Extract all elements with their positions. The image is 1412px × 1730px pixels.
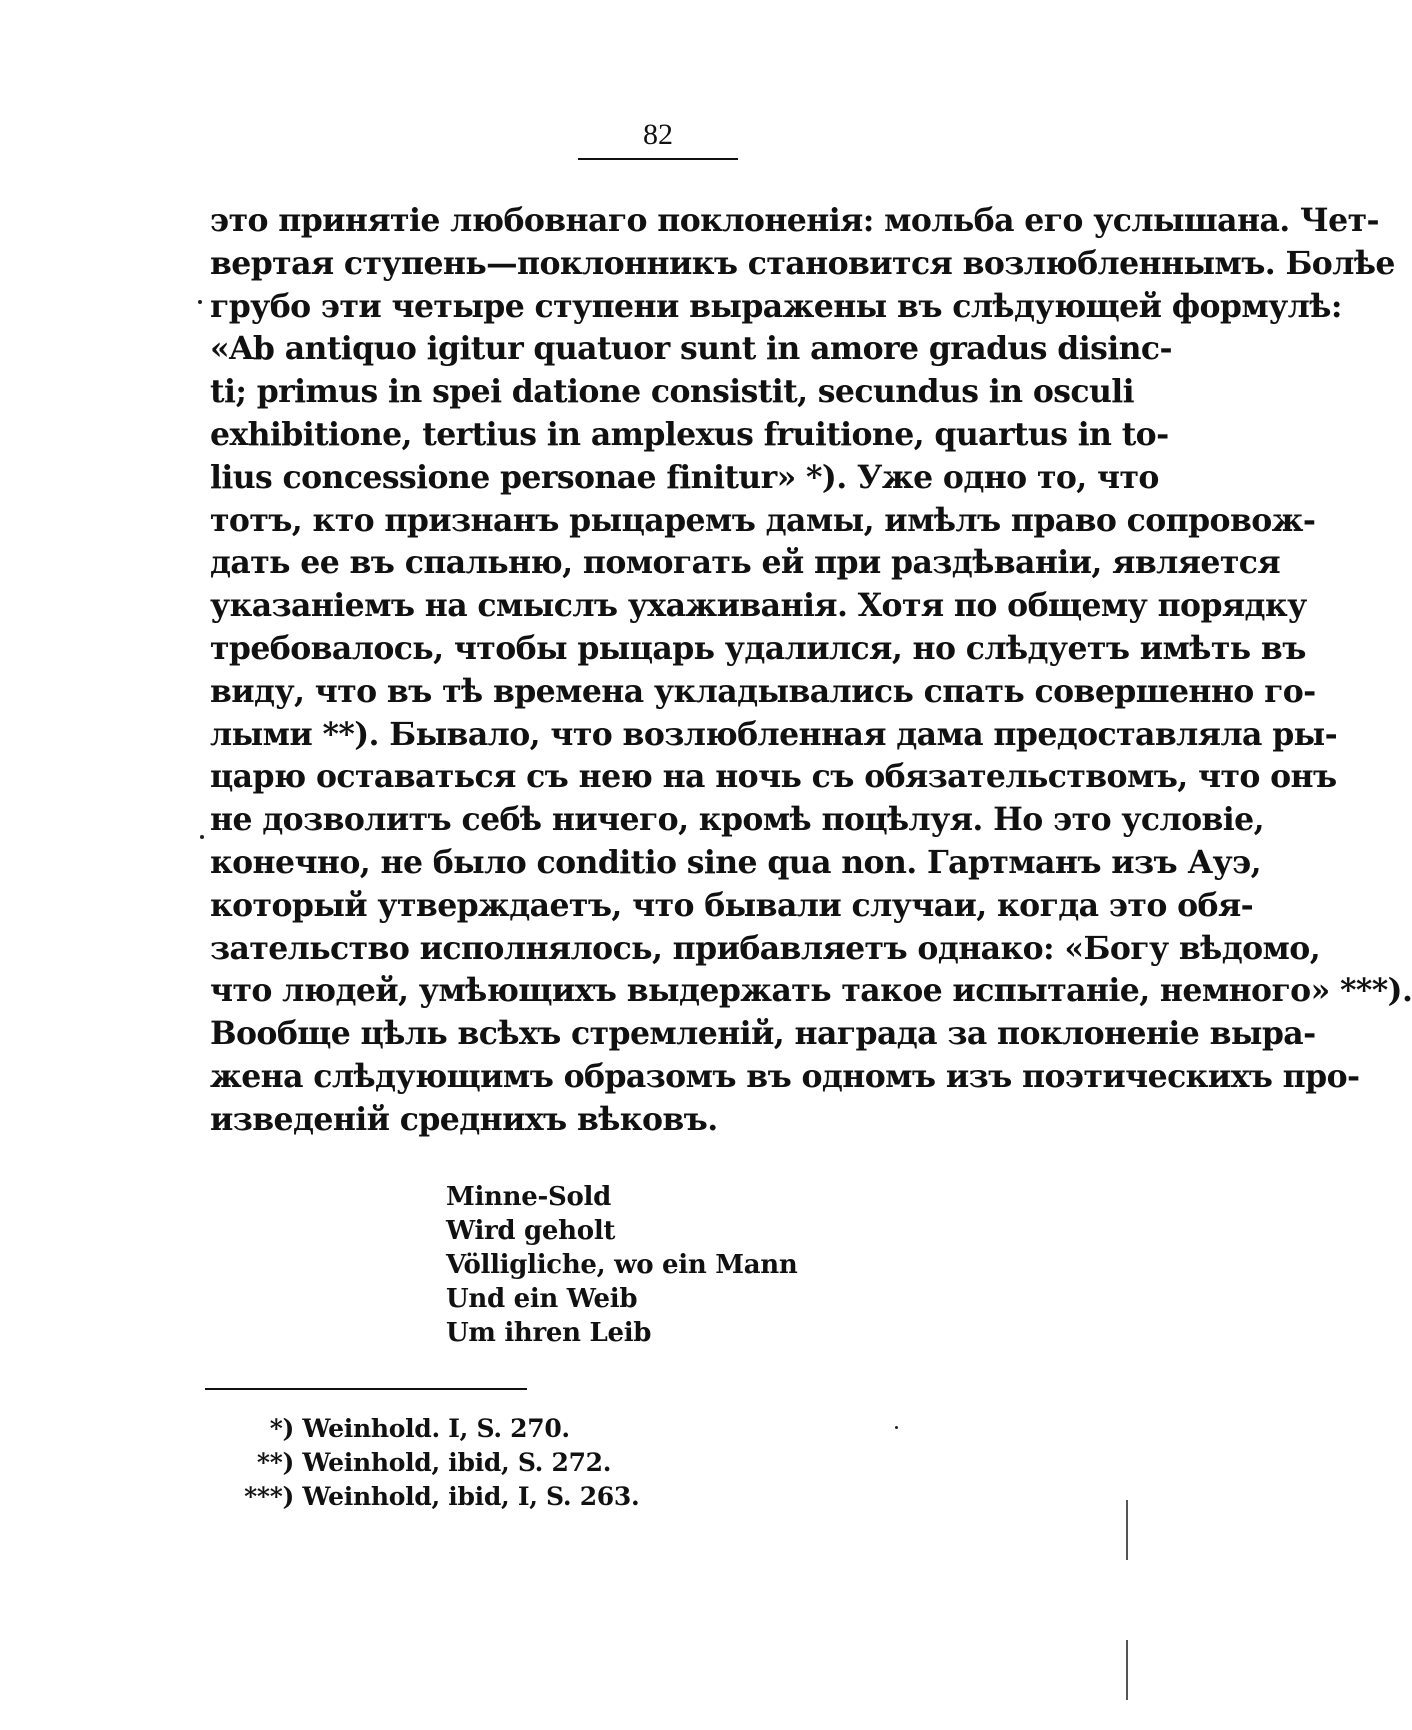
body-line: lius concessione personae finitur» *). Уже одно то, что xyxy=(210,458,1159,496)
page-number-rule xyxy=(578,158,738,160)
footnote xyxy=(240,1446,760,1480)
body-line: требовалось, чтобы рыцарь удалился, но слѣдуетъ имѣть въ xyxy=(210,629,1306,667)
footnote-mark: **) xyxy=(256,1448,294,1477)
body-line: дать ее въ спальню, помогать ей при раздѣваніи, является xyxy=(210,544,1281,582)
poem-line: Um ihren Leib xyxy=(446,1318,652,1348)
body-line: лыми **). Бывало, что возлюбленная дама предоставляла ры- xyxy=(210,715,1338,753)
footnote-text: Weinhold, ibid, S. 272. xyxy=(302,1448,612,1477)
scan-speck xyxy=(200,835,204,839)
footnotes xyxy=(240,1412,760,1514)
body-line: грубо эти четыре ступени выражены въ слѣдующей формулѣ: xyxy=(210,287,1342,325)
scan-speck xyxy=(895,1426,898,1429)
body-line: Вообще цѣль всѣхъ стремленій, награда за поклоненіе выра- xyxy=(210,1015,1316,1053)
scan-edge-mark xyxy=(1126,1500,1128,1560)
body-line: вертая ступень—поклонникъ становится возлюбленнымъ. Болѣе xyxy=(210,244,1395,282)
body-line: жена слѣдующимъ образомъ въ одномъ изъ поэтическихъ про- xyxy=(210,1057,1360,1095)
body-line: конечно, не было conditio sine qua non. Гартманъ изъ Ауэ, xyxy=(210,843,1262,881)
body-line: зательство исполнялось, прибавляетъ однако: «Богу вѣдомо, xyxy=(210,929,1321,967)
body-line: это принятіе любовнаго поклоненія: мольба его услышана. Чет- xyxy=(210,202,1379,239)
body-line: изведеній среднихъ вѣковъ. xyxy=(210,1100,718,1138)
body-line: тотъ, кто признанъ рыцаремъ дамы, имѣлъ право сопровож- xyxy=(210,501,1316,539)
body-line: царю оставаться съ нею на ночь съ обязательствомъ, что онъ xyxy=(210,758,1337,796)
body-line: не дозволитъ себѣ ничего, кромѣ поцѣлуя. Но это условіе, xyxy=(210,801,1264,839)
body-line: exhibitione, tertius in amplexus fruitione, quartus in to- xyxy=(210,415,1169,453)
footnote-mark: *) xyxy=(269,1414,294,1443)
body-line: ti; primus in spei datione consistit, secundus in osculi xyxy=(210,373,1134,411)
body-line: который утверждаетъ, что бывали случаи, когда это обя- xyxy=(210,886,1254,924)
poem-line: Völligliche, wo ein Mann xyxy=(446,1250,798,1280)
poem-line: Und ein Weib xyxy=(446,1284,638,1314)
body-line: что людей, умѣющихъ выдержать такое испытаніе, немного» ***). xyxy=(210,972,1412,1010)
poem-line: Wird geholt xyxy=(446,1216,616,1246)
footnote-text: Weinhold. I, S. 270. xyxy=(302,1414,570,1443)
footnote-rule xyxy=(205,1388,527,1390)
footnote-mark: ***) xyxy=(244,1482,294,1511)
page-number: 82 xyxy=(643,118,673,151)
body-text xyxy=(210,200,1412,1142)
footnote xyxy=(240,1480,760,1514)
body-line: виду, что въ тѣ времена укладывались спать совершенно го- xyxy=(210,672,1316,710)
scan-edge-mark xyxy=(1126,1640,1128,1700)
poem xyxy=(446,1180,866,1350)
scan-speck xyxy=(198,300,202,304)
body-line: указаніемъ на смыслъ ухаживанія. Хотя по общему порядку xyxy=(210,587,1307,625)
poem-line: Minne-Sold xyxy=(446,1182,611,1212)
body-line: «Ab antiquo igitur quatuor sunt in amore gradus disinc- xyxy=(210,330,1172,368)
footnote xyxy=(240,1412,760,1446)
footnote-text: Weinhold, ibid, I, S. 263. xyxy=(302,1482,640,1511)
